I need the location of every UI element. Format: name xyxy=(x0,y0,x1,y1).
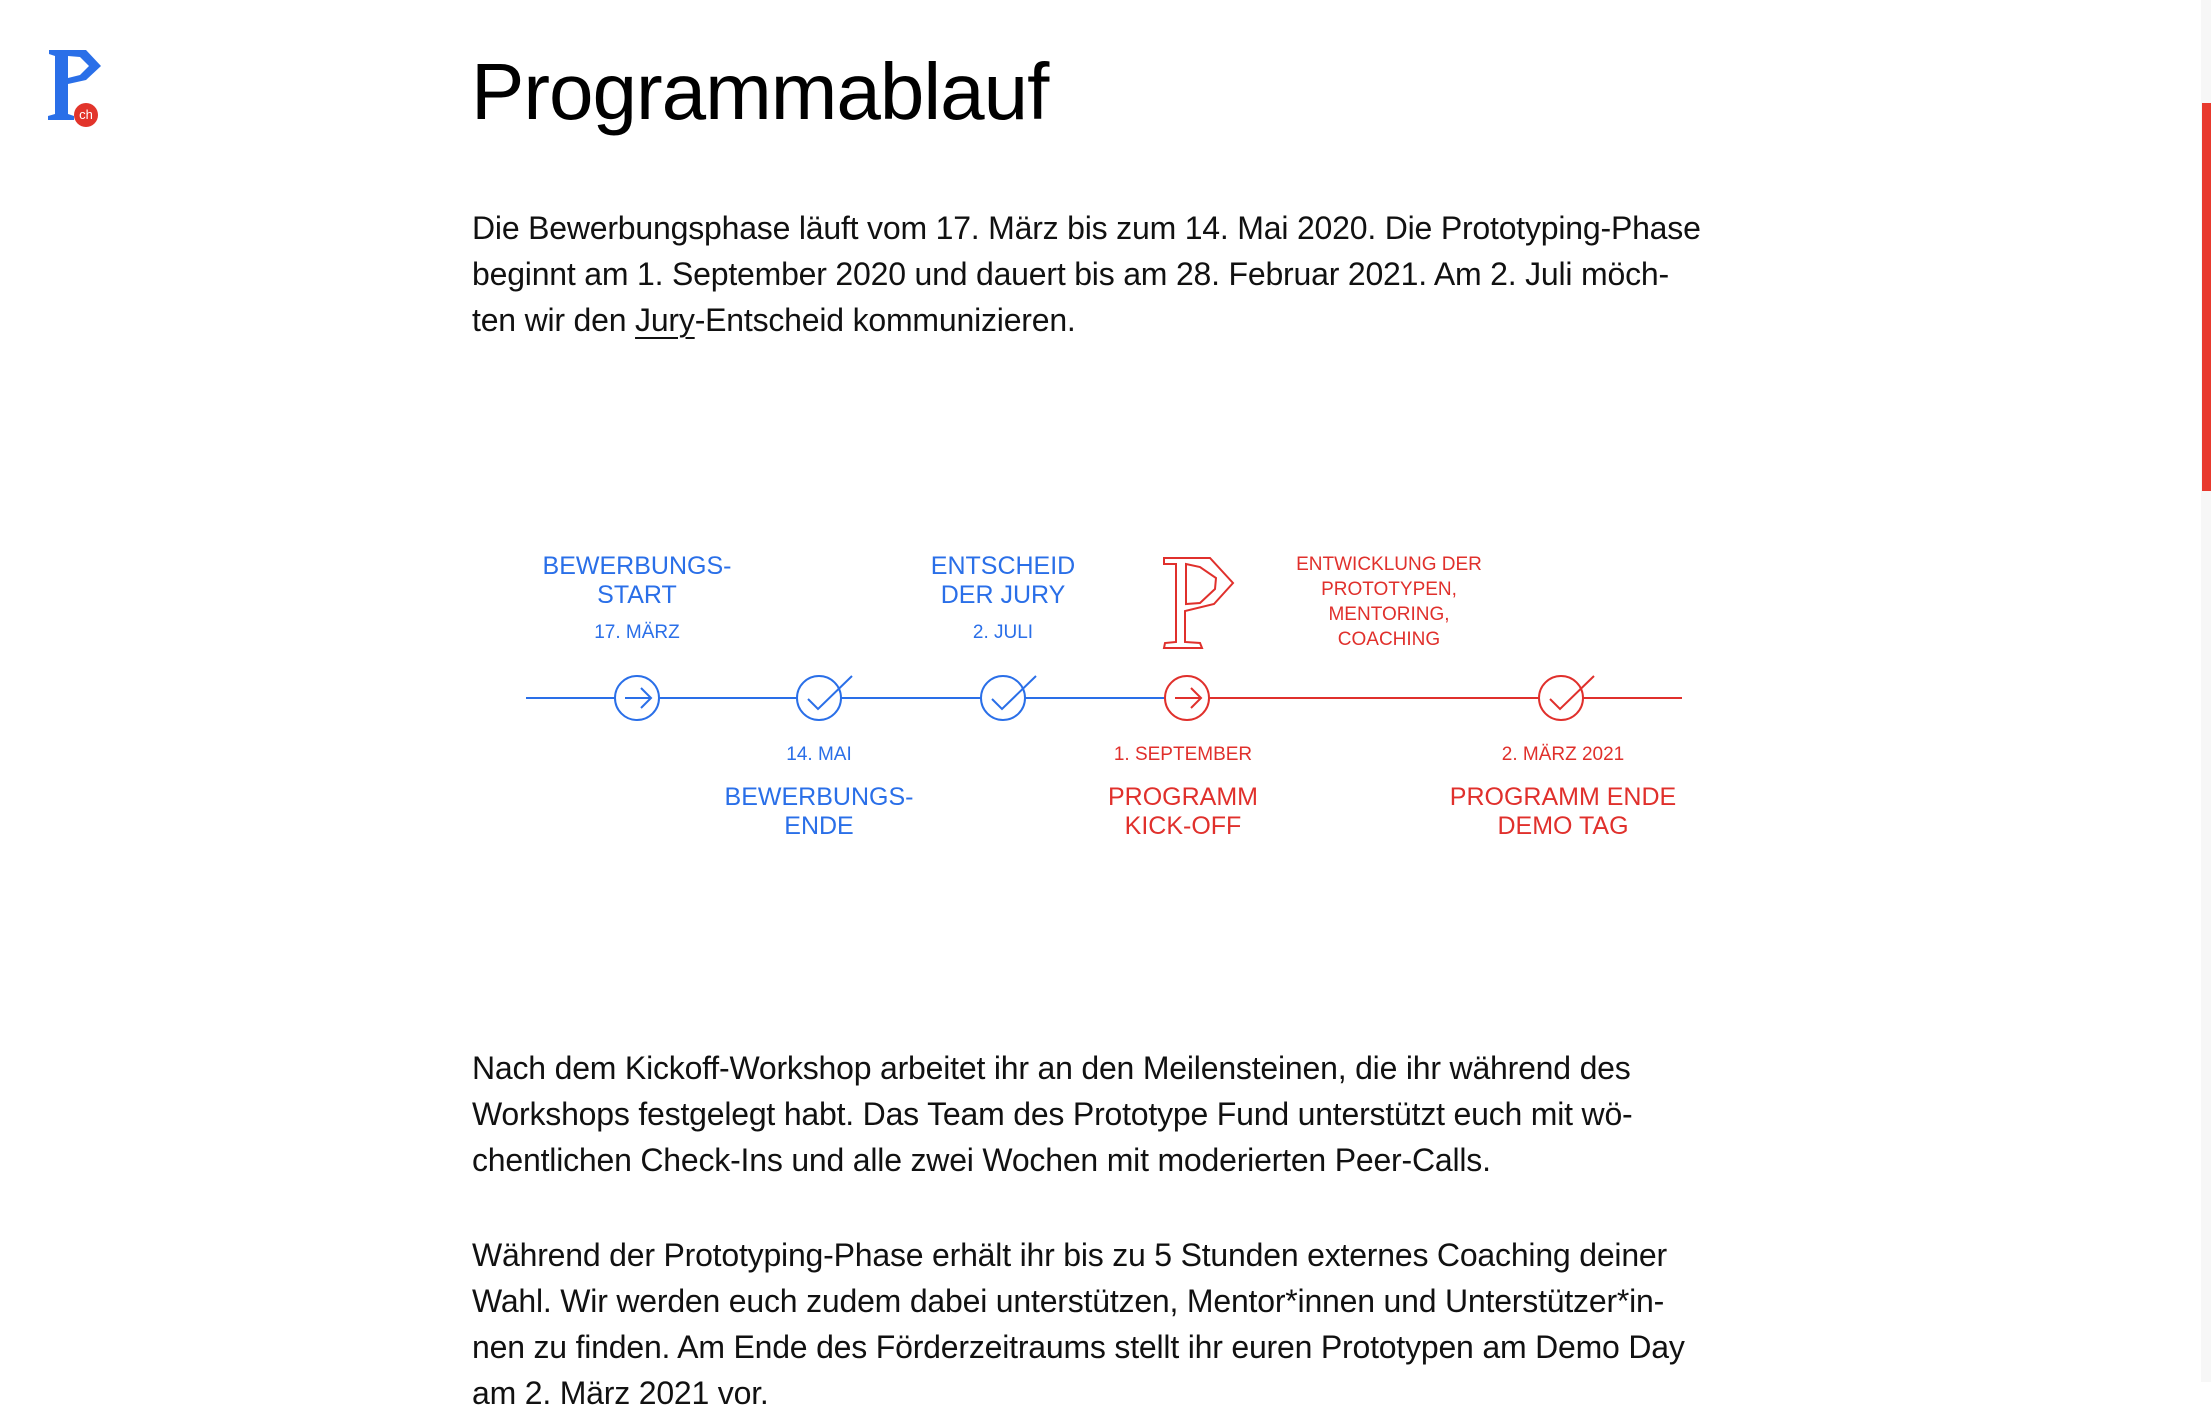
milestone-bewerbungsstart xyxy=(543,552,732,644)
milestone-title: KICK-OFF xyxy=(1124,812,1242,840)
intro-paragraph xyxy=(472,205,1732,343)
paragraph-line: am 2. März 2021 vor. xyxy=(472,1375,769,1411)
milestone-title: BEWERBUNGS- xyxy=(542,552,732,580)
coaching-paragraph xyxy=(472,1232,1732,1416)
milestone-title: ENTSCHEID xyxy=(930,552,1076,580)
arrow-right-icon xyxy=(1165,676,1209,720)
phase-note xyxy=(1296,552,1482,652)
arrow-right-icon xyxy=(615,676,659,720)
milestone-date: 17. MÄRZ xyxy=(594,622,680,643)
phase-note-line: PROTOTYPEN, xyxy=(1321,579,1457,600)
milestone-entscheid-jury xyxy=(931,552,1075,644)
milestone-date: 1. SEPTEMBER xyxy=(1113,744,1253,765)
intro-line xyxy=(472,297,1732,343)
milestone-programm-ende xyxy=(1450,744,1676,841)
milestone-kickoff xyxy=(1108,744,1258,841)
milestone-title: PROGRAMM ENDE xyxy=(1449,783,1677,811)
intro-line: Die Bewerbungsphase läuft vom 17. März bis zum 14. Mai 2020. Die Prototyping-Phase xyxy=(472,210,1701,246)
page-title: Programmablauf xyxy=(471,47,1049,136)
paragraph-line: chentlichen Check-Ins und alle zwei Wochen mit moderierten Peer-Calls. xyxy=(472,1142,1491,1178)
intro-text: -Entscheid kommunizieren. xyxy=(694,302,1076,338)
milestone-title: DEMO TAG xyxy=(1497,812,1629,840)
milestone-date: 2. MÄRZ 2021 xyxy=(1501,744,1625,765)
check-icon xyxy=(797,676,852,720)
milestone-title: START xyxy=(597,581,677,609)
milestone-title: PROGRAMM xyxy=(1108,783,1258,811)
prototype-p-outline-icon xyxy=(1164,558,1233,648)
logo-badge: ch xyxy=(74,103,98,127)
paragraph-line: Workshops festgelegt habt. Das Team des Prototype Fund unterstützt euch mit wö- xyxy=(472,1096,1633,1132)
phase-note-line: ENTWICKLUNG DER xyxy=(1296,554,1482,575)
milestone-title: DER JURY xyxy=(940,581,1066,609)
phase-note-line: MENTORING, xyxy=(1328,604,1450,625)
milestone-date: 2. JULI xyxy=(972,622,1034,643)
scrollbar-thumb[interactable] xyxy=(2202,103,2211,491)
milestone-bewerbungsende xyxy=(725,744,914,841)
milestone-title: BEWERBUNGS- xyxy=(724,783,914,811)
phase-note-line: COACHING xyxy=(1337,629,1441,650)
workshop-paragraph xyxy=(472,1045,1732,1183)
intro-text: ten wir den xyxy=(472,302,636,338)
paragraph-line: nen zu finden. Am Ende des Förderzeitraums stellt ihr euren Prototypen am Demo Day xyxy=(472,1329,1685,1365)
jury-link[interactable]: Jury xyxy=(635,302,695,338)
paragraph-line: Wahl. Wir werden euch zudem dabei unterstützen, Mentor*innen und Unterstützer*in- xyxy=(472,1283,1665,1319)
check-icon xyxy=(981,676,1036,720)
milestone-date: 14. MAI xyxy=(786,744,852,765)
paragraph-line: Während der Prototyping-Phase erhält ihr bis zu 5 Stunden externes Coaching deiner xyxy=(472,1237,1667,1273)
check-icon xyxy=(1539,676,1594,720)
milestone-title: ENDE xyxy=(784,812,854,840)
intro-line: beginnt am 1. September 2020 und dauert bis am 28. Februar 2021. Am 2. Juli möch- xyxy=(472,256,1669,292)
paragraph-line: Nach dem Kickoff-Workshop arbeitet ihr an den Meilensteinen, die ihr während des xyxy=(472,1050,1631,1086)
